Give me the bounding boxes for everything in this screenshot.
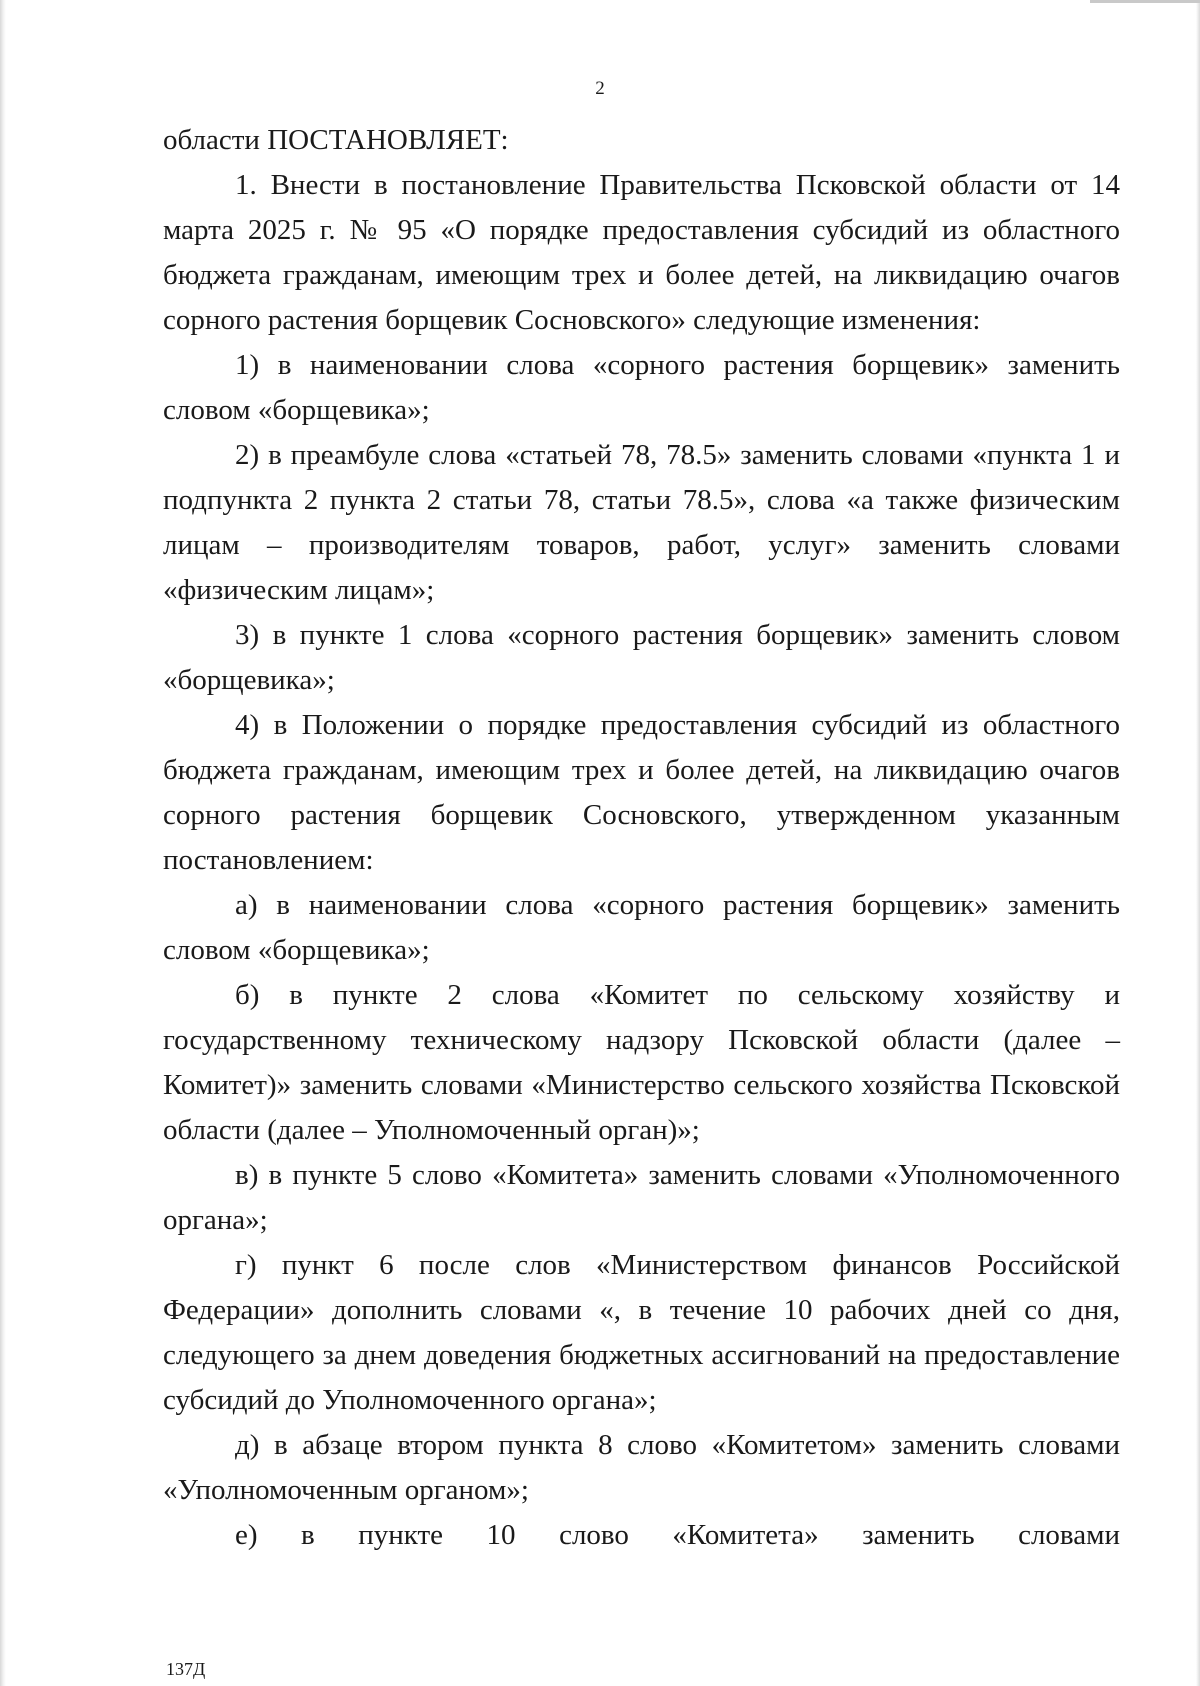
paragraph: г) пункт 6 после слов «Министерством финансов Российской Федерации» дополнить словами «, в течение 10 рабочих дней со дня, следующего за днем доведения бюджетных ассигнований на предоставление субсидий до Уполномоченного органа»; xyxy=(163,1249,1120,1416)
paragraph: 1. Внести в постановление Правительства Псковской области от 14 марта 2025 г. № 95 «О порядке предоставления субсидий из областного бюджета гражданам, имеющим трех и более детей, на ликвидацию очагов сорного растения борщевик Сосновского» следующие изменения: xyxy=(163,169,1120,336)
paragraph: д) в абзаце втором пункта 8 слово «Комитетом» заменить словами «Уполномоченным органом»; xyxy=(163,1429,1120,1506)
paragraph: б) в пункте 2 слова «Комитет по сельскому хозяйству и государственному техническому надзору Псковской области (далее – Комитет)» заменить словами «Министерство сельского хозяйства Псковской области (далее – Уполномоченный орган)»; xyxy=(163,979,1120,1146)
document-body xyxy=(163,118,1120,1558)
document-code: 137Д xyxy=(166,1659,206,1679)
paragraph: 1) в наименовании слова «сорного растения борщевик» заменить словом «борщевика»; xyxy=(163,349,1120,426)
scan-edge-right xyxy=(1196,0,1200,1686)
paragraph: в) в пункте 5 слово «Комитета» заменить словами «Уполномоченного органа»; xyxy=(163,1159,1120,1236)
paragraph: а) в наименовании слова «сорного растения борщевик» заменить словом «борщевика»; xyxy=(163,889,1120,966)
scan-edge-left xyxy=(0,0,6,1686)
page-number: 2 xyxy=(595,78,605,99)
paragraph: 4) в Положении о порядке предоставления субсидий из областного бюджета гражданам, имеющим трех и более детей, на ликвидацию очагов сорного растения борщевик Сосновского, утвержденном указанным постановлением: xyxy=(163,709,1120,876)
paragraph: 3) в пункте 1 слова «сорного растения борщевик» заменить словом «борщевика»; xyxy=(163,619,1120,696)
scan-edge-top xyxy=(1090,0,1200,3)
paragraph: области ПОСТАНОВЛЯЕТ: xyxy=(163,124,509,156)
paragraph: 2) в преамбуле слова «статьей 78, 78.5» заменить словами «пункта 1 и подпункта 2 пункта 2 статьи 78, статьи 78.5», слова «а также физическим лицам – производителям товаров, работ, услуг» заменить словами «физическим лицам»; xyxy=(163,439,1120,606)
paragraph: е) в пункте 10 слово «Комитета» заменить словами xyxy=(235,1519,1120,1551)
